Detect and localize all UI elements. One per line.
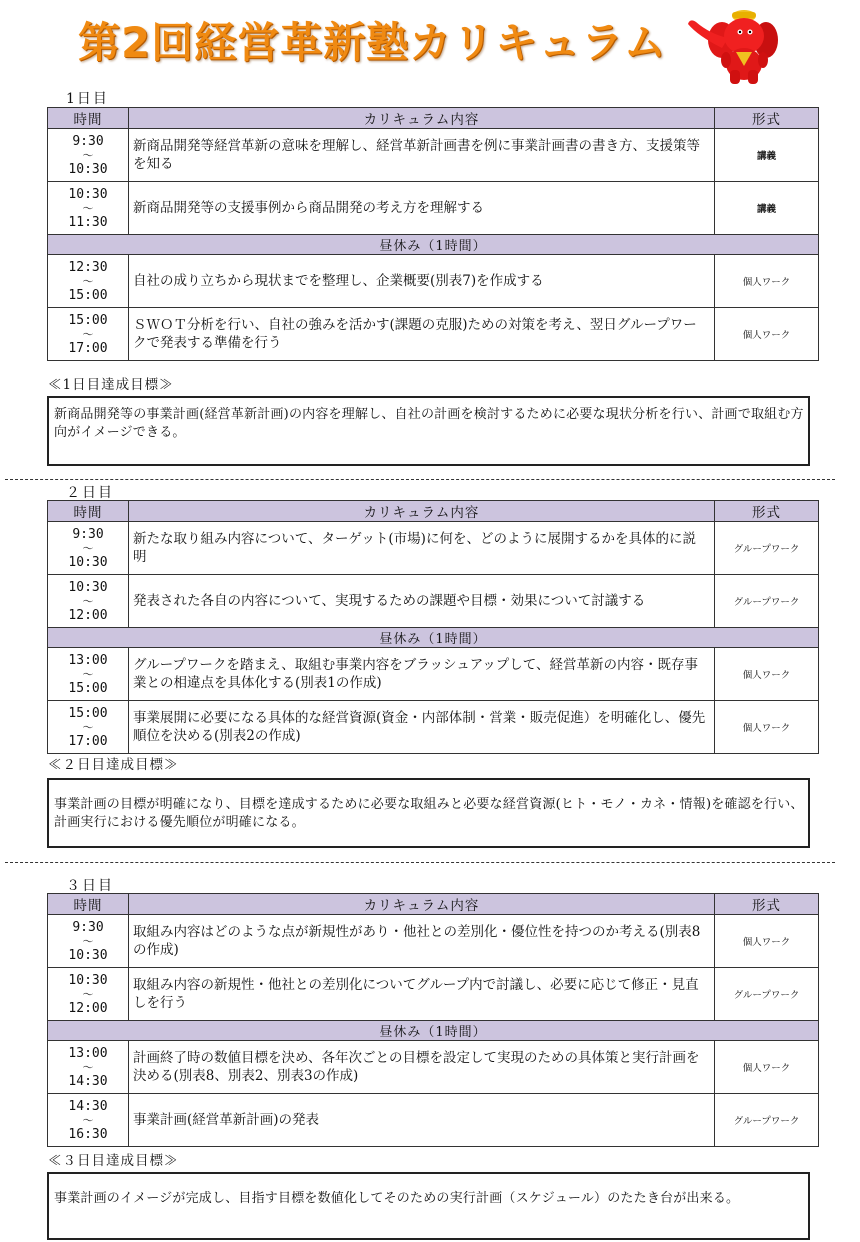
header-time: 時間 xyxy=(48,501,129,522)
table-row xyxy=(48,129,819,182)
time-cell: 9:30 〜 10:30 xyxy=(48,129,129,182)
time-cell: 9:30 〜 10:30 xyxy=(48,915,129,968)
table-header-row xyxy=(48,501,819,522)
format-cell: 個人ワーク xyxy=(715,701,819,754)
day3-curriculum-table xyxy=(47,893,819,1147)
table-row xyxy=(48,182,819,235)
format-cell: グループワーク xyxy=(715,522,819,575)
day1-goal-box: 新商品開発等の事業計画(経営革新計画)の内容を理解し、自社の計画を検討するために必要な現状分析を行い、計画で取組む方向がイメージできる。 xyxy=(47,396,810,466)
day2-label: ２日目 xyxy=(66,485,114,501)
time-cell: 12:30 〜 15:00 xyxy=(48,255,129,308)
format-cell: 個人ワーク xyxy=(715,1041,819,1094)
content-cell: 計画終了時の数値目標を決め、各年次ごとの目標を設定して実現のための具体策と実行計画を決める(別表8、別表2、別表3の作成) xyxy=(129,1041,715,1094)
header-content: カリキュラム内容 xyxy=(129,108,715,129)
table-row xyxy=(48,255,819,308)
content-cell: 自社の成り立ちから現状までを整理し、企業概要(別表7)を作成する xyxy=(129,255,715,308)
content-cell: グループワークを踏まえ、取組む事業内容をブラッシュアップして、経営革新の内容・既存事業との相違点を具体化する(別表1の作成) xyxy=(129,648,715,701)
lunch-break: 昼休み（1時間） xyxy=(48,628,819,648)
lunch-row xyxy=(48,1021,819,1041)
header-format: 形式 xyxy=(715,108,819,129)
table-row xyxy=(48,915,819,968)
day3-label: ３日目 xyxy=(66,878,114,894)
content-cell: 事業計画(経営革新計画)の発表 xyxy=(129,1094,715,1147)
page-title: 第2回経営革新塾カリキュラム xyxy=(78,18,667,67)
day1-curriculum-table xyxy=(47,107,819,361)
time-cell: 10:30 〜 12:00 xyxy=(48,575,129,628)
time-cell: 13:00 〜 15:00 xyxy=(48,648,129,701)
table-row xyxy=(48,1094,819,1147)
content-cell: ＳＷＯＴ分析を行い、自社の強みを活かす(課題の克服)ための対策を考え、翌日グループワークで発表する準備を行う xyxy=(129,308,715,361)
table-row xyxy=(48,575,819,628)
content-cell: 新商品開発等経営革新の意味を理解し、経営革新計画書を例に事業計画書の書き方、支援策等を知る xyxy=(129,129,715,182)
time-cell: 15:00 〜 17:00 xyxy=(48,308,129,361)
header-time: 時間 xyxy=(48,108,129,129)
format-cell: 講義 xyxy=(715,129,819,182)
header-time: 時間 xyxy=(48,894,129,915)
table-header-row xyxy=(48,894,819,915)
time-cell: 10:30 〜 11:30 xyxy=(48,182,129,235)
time-cell: 10:30 〜 12:00 xyxy=(48,968,129,1021)
time-cell: 14:30 〜 16:30 xyxy=(48,1094,129,1147)
header-format: 形式 xyxy=(715,894,819,915)
format-cell: グループワーク xyxy=(715,968,819,1021)
table-row xyxy=(48,648,819,701)
format-cell: 個人ワーク xyxy=(715,255,819,308)
day1-goal-label: ≪1日目達成目標≫ xyxy=(48,377,174,393)
format-cell: 個人ワーク xyxy=(715,308,819,361)
lunch-break: 昼休み（1時間） xyxy=(48,1021,819,1041)
table-row xyxy=(48,1041,819,1094)
content-cell: 取組み内容の新規性・他社との差別化についてグループ内で討議し、必要に応じて修正・見直しを行う xyxy=(129,968,715,1021)
format-cell: 個人ワーク xyxy=(715,915,819,968)
time-cell: 9:30 〜 10:30 xyxy=(48,522,129,575)
table-header-row xyxy=(48,108,819,129)
day3-goal-box: 事業計画のイメージが完成し、目指す目標を数値化してそのための実行計画（スケジュール）のたたき台が出来る。 xyxy=(47,1172,810,1240)
lunch-break: 昼休み（1時間） xyxy=(48,235,819,255)
table-row xyxy=(48,701,819,754)
day2-goal-label: ≪２日目達成目標≫ xyxy=(48,757,179,773)
section-divider xyxy=(5,479,835,480)
lunch-row xyxy=(48,235,819,255)
time-cell: 15:00 〜 17:00 xyxy=(48,701,129,754)
content-cell: 事業展開に必要になる具体的な経営資源(資金・内部体制・営業・販売促進）を明確化し、優先順位を決める(別表2の作成) xyxy=(129,701,715,754)
day2-goal-box: 事業計画の目標が明確になり、目標を達成するために必要な取組みと必要な経営資源(ヒト・モノ・カネ・情報)を確認を行い、計画実行における優先順位が明確になる。 xyxy=(47,778,810,848)
header-content: カリキュラム内容 xyxy=(129,501,715,522)
day3-goal-label: ≪３日目達成目標≫ xyxy=(48,1153,179,1169)
format-cell: グループワーク xyxy=(715,575,819,628)
format-cell: グループワーク xyxy=(715,1094,819,1147)
table-row xyxy=(48,522,819,575)
format-cell: 個人ワーク xyxy=(715,648,819,701)
elephant-mascot-icon xyxy=(670,4,780,86)
table-row xyxy=(48,968,819,1021)
header-format: 形式 xyxy=(715,501,819,522)
day2-curriculum-table xyxy=(47,500,819,754)
format-cell: 講義 xyxy=(715,182,819,235)
content-cell: 新たな取り組み内容について、ターゲット(市場)に何を、どのように展開するかを具体的に説明 xyxy=(129,522,715,575)
content-cell: 発表された各自の内容について、実現するための課題や目標・効果について討議する xyxy=(129,575,715,628)
header-content: カリキュラム内容 xyxy=(129,894,715,915)
lunch-row xyxy=(48,628,819,648)
content-cell: 新商品開発等の支援事例から商品開発の考え方を理解する xyxy=(129,182,715,235)
time-cell: 13:00 〜 14:30 xyxy=(48,1041,129,1094)
section-divider xyxy=(5,862,835,863)
table-row xyxy=(48,308,819,361)
day1-label: 1日目 xyxy=(66,91,109,107)
content-cell: 取組み内容はどのような点が新規性があり・他社との差別化・優位性を持つのか考える(別表8の作成) xyxy=(129,915,715,968)
